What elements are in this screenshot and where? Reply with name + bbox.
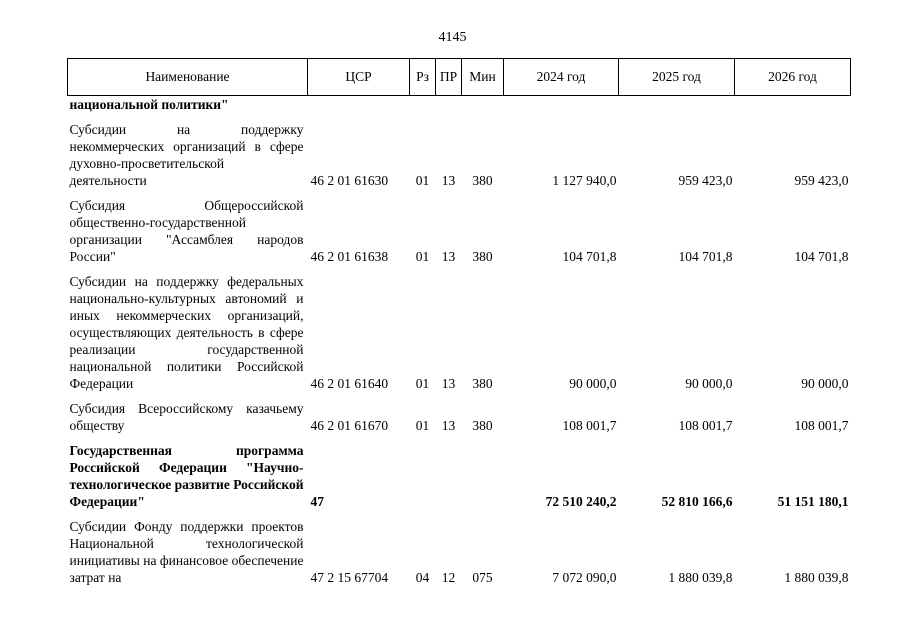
table-row xyxy=(68,442,851,510)
row-pr: 13 xyxy=(441,173,456,188)
row-2025: 104 701,8 xyxy=(678,249,733,264)
header-2024: 2024 год xyxy=(504,59,619,96)
row-rz xyxy=(410,96,436,114)
row-2025: 52 810 166,6 xyxy=(661,494,733,509)
row-name: Субсидии Фонду поддержки проектов Национальной технологической инициативы на финансовое обеспечение затрат на xyxy=(69,519,304,585)
row-2024: 7 072 090,0 xyxy=(552,570,617,585)
row-pr: 13 xyxy=(441,418,456,433)
row-2025: 108 001,7 xyxy=(678,418,733,433)
row-csr: 46 2 01 61670 xyxy=(310,418,389,433)
row-2026 xyxy=(735,96,851,114)
header-min: Мин xyxy=(462,59,504,96)
row-2026: 104 701,8 xyxy=(794,249,849,264)
row-min: 380 xyxy=(472,376,493,391)
row-min: 075 xyxy=(472,570,493,585)
page-number: 4145 xyxy=(438,30,467,45)
header-name: Наименование xyxy=(68,59,308,96)
budget-table xyxy=(67,58,851,586)
table-row xyxy=(68,197,851,265)
header-2026: 2026 год xyxy=(735,59,851,96)
row-name: Субсидии на поддержку федеральных национально-культурных автономий и иных некоммерческих организаций, осуществляющих деятельность в сфере реализации государственной национальной политики Российской Федерации xyxy=(69,274,304,391)
header-rz: Рз xyxy=(410,59,436,96)
header-2025: 2025 год xyxy=(619,59,735,96)
row-2024: 72 510 240,2 xyxy=(545,494,617,509)
row-2025: 959 423,0 xyxy=(678,173,733,188)
row-name: Государственная программа Российской Федерации "Научно-технологическое развитие Российской Федерации" xyxy=(69,443,304,509)
row-rz xyxy=(410,442,436,510)
row-csr xyxy=(308,96,410,114)
row-rz: 01 xyxy=(415,173,430,188)
row-2026: 90 000,0 xyxy=(801,376,849,391)
row-min: 380 xyxy=(472,418,493,433)
row-pr xyxy=(436,442,462,510)
row-pr xyxy=(436,96,462,114)
row-2024: 1 127 940,0 xyxy=(552,173,617,188)
row-csr: 46 2 01 61638 xyxy=(310,249,389,264)
table-row xyxy=(68,96,851,114)
row-2026: 51 151 180,1 xyxy=(777,494,849,509)
table-row xyxy=(68,273,851,392)
row-2025: 1 880 039,8 xyxy=(668,570,733,585)
row-2025: 90 000,0 xyxy=(685,376,733,391)
table-row xyxy=(68,121,851,189)
header-csr: ЦСР xyxy=(308,59,410,96)
row-name: Субсидии на поддержку некоммерческих организаций в сфере духовно-просветительской деятельности xyxy=(69,122,304,188)
table-body xyxy=(68,96,851,587)
table-row xyxy=(68,518,851,586)
row-rz: 01 xyxy=(415,418,430,433)
row-2026: 108 001,7 xyxy=(794,418,849,433)
row-2026: 1 880 039,8 xyxy=(784,570,849,585)
row-pr: 13 xyxy=(441,249,456,264)
row-rz: 01 xyxy=(415,249,430,264)
row-min xyxy=(462,442,504,510)
header-pr: ПР xyxy=(436,59,462,96)
row-name: Субсидия Общероссийской общественно-государственной организации "Ассамблея народов России" xyxy=(69,198,304,264)
row-rz: 01 xyxy=(415,376,430,391)
row-2026: 959 423,0 xyxy=(794,173,849,188)
row-name: национальной политики" xyxy=(69,97,229,112)
row-2024: 108 001,7 xyxy=(562,418,617,433)
row-min xyxy=(462,96,504,114)
row-csr: 46 2 01 61640 xyxy=(310,376,389,391)
row-csr: 46 2 01 61630 xyxy=(310,173,389,188)
row-rz: 04 xyxy=(415,570,430,585)
row-2024: 104 701,8 xyxy=(562,249,617,264)
row-2024 xyxy=(504,96,619,114)
row-pr: 13 xyxy=(441,376,456,391)
row-csr: 47 2 15 67704 xyxy=(310,570,389,585)
row-pr: 12 xyxy=(441,570,456,585)
table-row xyxy=(68,400,851,434)
row-2025 xyxy=(619,96,735,114)
row-min: 380 xyxy=(472,249,493,264)
row-name: Субсидия Всероссийскому казачьему обществу xyxy=(69,401,304,433)
row-csr: 47 xyxy=(310,494,324,509)
row-2024: 90 000,0 xyxy=(569,376,617,391)
table-header xyxy=(68,59,851,96)
row-min: 380 xyxy=(472,173,493,188)
